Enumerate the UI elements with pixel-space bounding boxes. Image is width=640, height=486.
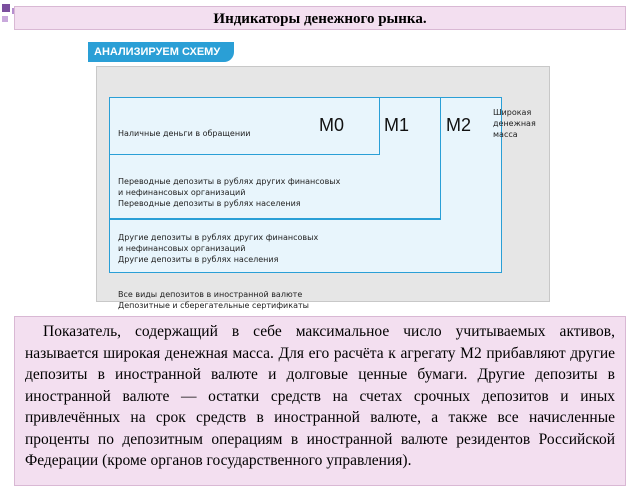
- row-foreign-line-1: Все виды депозитов в иностранной валюте: [118, 290, 303, 299]
- broad-money-label: Широкая денежная масса: [493, 108, 536, 139]
- row-transfer-line-3: Переводные депозиты в рублях населения: [118, 199, 301, 208]
- row-cash: Наличные деньги в обращении: [118, 129, 251, 138]
- explanation-panel: [14, 316, 626, 486]
- m2-label: M2: [446, 115, 472, 135]
- page-title: Индикаторы денежного рынка.: [213, 11, 427, 27]
- broad-money-box: [96, 66, 550, 310]
- row-foreign-line-2: Депозитные и сберегательные сертификаты: [118, 301, 309, 310]
- money-aggregates-scheme: [84, 38, 564, 310]
- m1-label: M1: [384, 115, 410, 135]
- row-other-line-2: и нефинансовых организаций: [118, 244, 246, 253]
- explanation-text: Показатель, содержащий в себе максимальное число учитываемых активов, называется широкая денежная масса. Для его расчёта к агрегату М2 прибавляют другие депозиты в иностранной валюте и долговые ценные бумаги. Другие депозиты в иностранной валюте — остатки средств на счетах срочных депозитов и иных привлечённых на срок средств в иностранной валюте, а также все начисленные проценты по депозитным операциям в иностранной валюте резидентов Российской Федерации (кроме органов государственного управления).: [25, 323, 615, 469]
- row-transfer-line-2: и нефинансовых организаций: [118, 188, 246, 197]
- row-other-line-1: Другие депозиты в рублях других финансовых: [118, 233, 319, 242]
- title-bar: [14, 6, 626, 30]
- row-other-line-3: Другие депозиты в рублях населения: [118, 255, 279, 264]
- scheme-tab-label: АНАЛИЗИРУЕМ СХЕМУ: [88, 42, 234, 62]
- row-separator: [109, 219, 441, 220]
- m0-label: M0: [319, 115, 345, 135]
- row-transfer-line-1: Переводные депозиты в рублях других финансовых: [118, 177, 341, 186]
